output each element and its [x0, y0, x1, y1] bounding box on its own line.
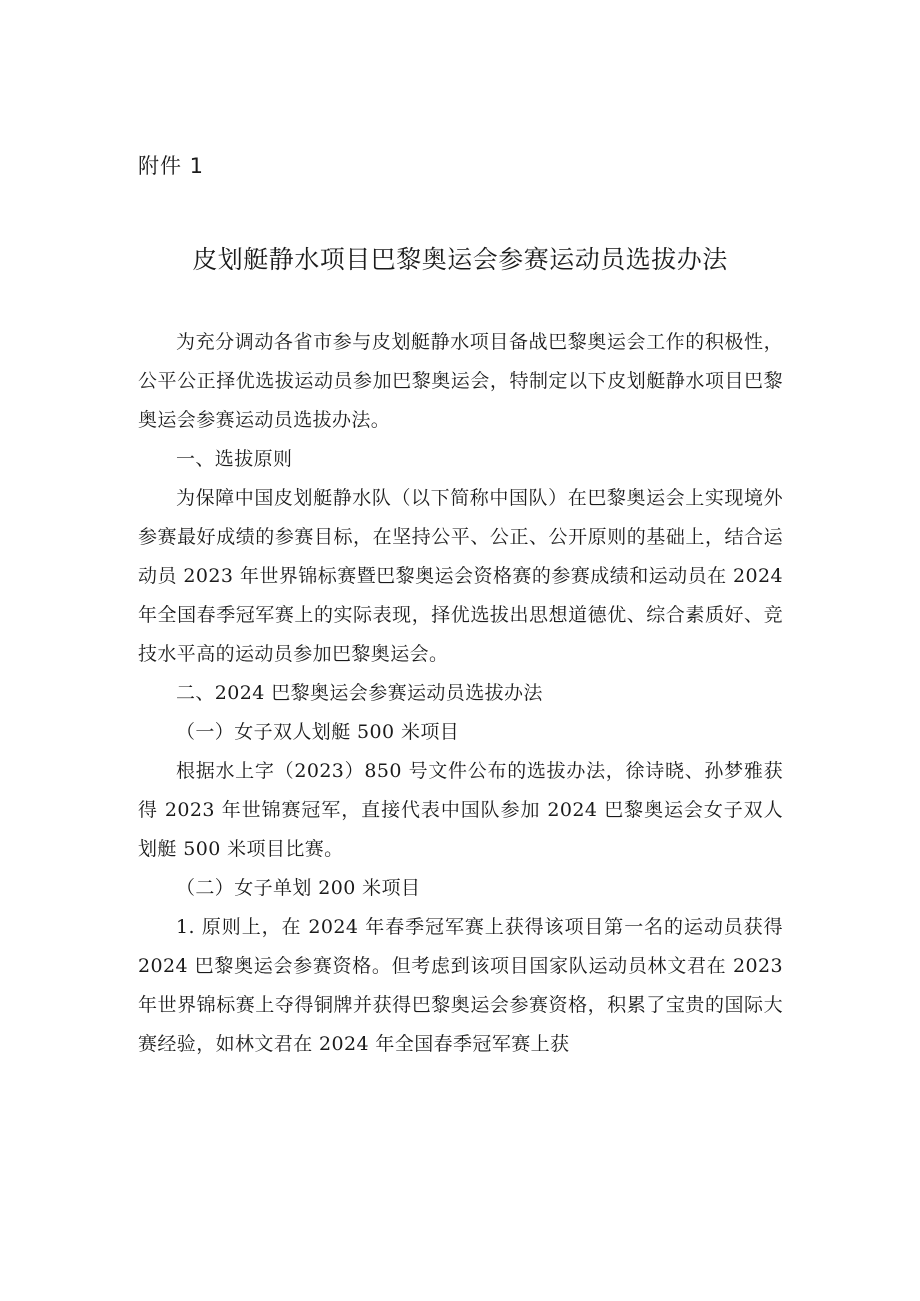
intro-paragraph: 为充分调动各省市参与皮划艇静水项目备战巴黎奥运会工作的积极性，公平公正择优选拔运动员参加巴黎奥运会，特制定以下皮划艇静水项目巴黎奥运会参赛运动员选拔办法。 [138, 331, 783, 431]
women-c1-200m-paragraph: 1. 原则上，在 2024 年春季冠军赛上获得该项目第一名的运动员获得 2024 巴黎奥运会参赛资格。但考虑到该项目国家队运动员林文君在 2023 年世界锦标赛上夺得铜牌并获得巴黎奥运会参赛资格，积累了宝贵的国际大赛经验，如林文君在 2024 年全国春季冠军赛上获 [138, 916, 783, 1055]
section-heading-selection-principle: 一、选拔原则 [176, 448, 293, 470]
women-c2-500m-paragraph: 根据水上字（2023）850 号文件公布的选拔办法，徐诗晓、孙梦雅获得 2023 年世锦赛冠军，直接代表中国队参加 2024 巴黎奥运会女子双人划艇 500 米项目比赛。 [138, 760, 783, 860]
document-body [138, 323, 783, 1064]
selection-principle-paragraph: 为保障中国皮划艇静水队（以下简称中国队）在巴黎奥运会上实现境外参赛最好成绩的参赛目标，在坚持公平、公正、公开原则的基础上，结合运动员 2023 年世界锦标赛暨巴黎奥运会资格赛的参赛成绩和运动员在 2024 年全国春季冠军赛上的实际表现，择优选拔出思想道德优、综合素质好、竞技水平高的运动员参加巴黎奥运会。 [138, 487, 783, 665]
subsection-heading-women-c2-500m: （一）女子双人划艇 500 米项目 [176, 721, 460, 743]
document-title: 皮划艇静水项目巴黎奥运会参赛运动员选拔办法 [192, 245, 728, 274]
section-heading-selection-method: 二、2024 巴黎奥运会参赛运动员选拔办法 [176, 682, 543, 704]
attachment-label: 附件 1 [138, 154, 205, 178]
subsection-heading-women-c1-200m: （二）女子单划 200 米项目 [176, 877, 421, 899]
